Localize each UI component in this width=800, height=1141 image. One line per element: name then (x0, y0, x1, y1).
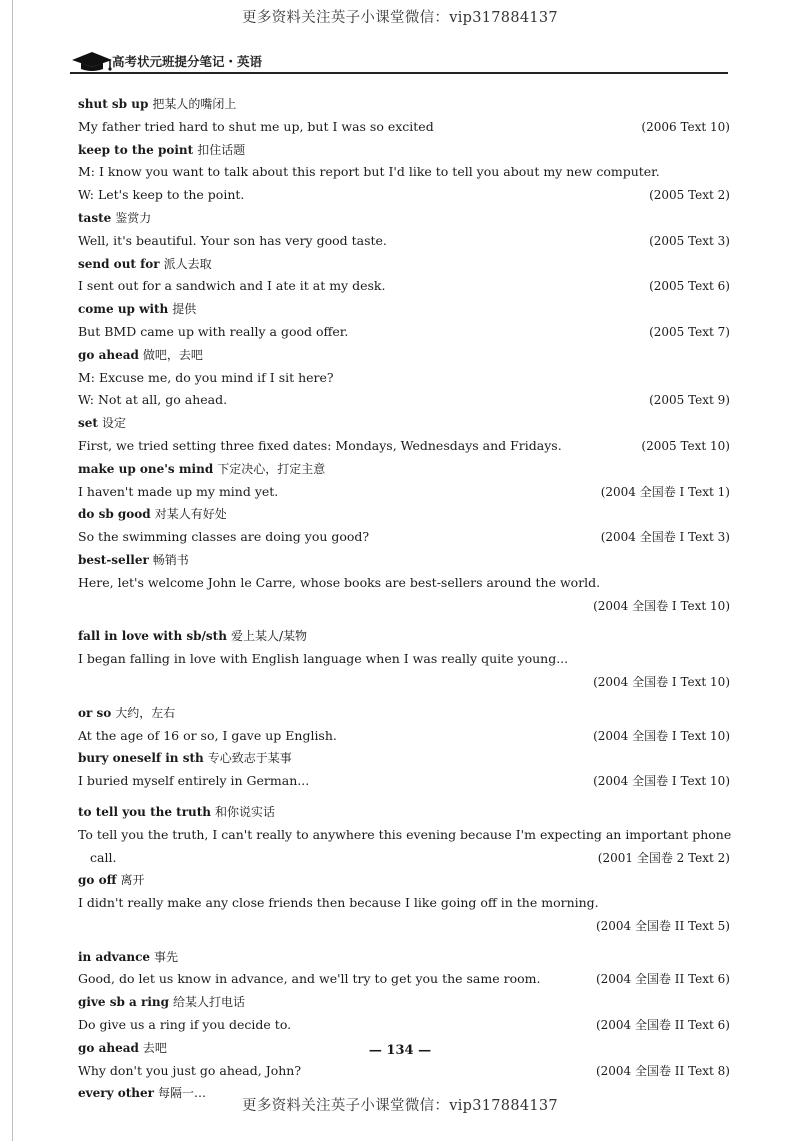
example-row: Do give us a ring if you decide to. (2004 全国卷 II Text 6) (78, 1017, 730, 1033)
example-row: Why don't you just go ahead, John? (2004 全国卷 II Text 8) (78, 1062, 730, 1078)
phrase-entry: go off 离开 (78, 873, 145, 888)
phrase-entry: shut sb up 把某人的嘴闭上 (78, 97, 237, 111)
example-row: But BMD came up with really a good offer. (2005 Text 7) (78, 323, 730, 339)
source-citation: (2004 全国卷 II Text 5) (595, 918, 730, 933)
example-row: I sent out for a sandwich and I ate it at my desk. (2005 Text 6) (78, 278, 730, 294)
header-rule (70, 72, 728, 74)
graduation-cap-icon (70, 48, 114, 72)
example-line: M: I know you want to talk about this report but I'd like to tell you about my new computer. (78, 164, 660, 180)
example-row: So the swimming classes are doing you good? (2004 全国卷 I Text 3) (78, 529, 730, 545)
example-row: My father tried hard to shut me up, but I was so excited (2006 Text 10) (78, 118, 730, 134)
example-row: call. (2001 全国卷 2 Text 2) (90, 849, 730, 865)
header-title: 高考状元班提分笔记・英语 (112, 54, 263, 69)
example-line: M: Excuse me, do you mind if I sit here? (78, 369, 334, 385)
phrase-entry: come up with 提供 (78, 302, 197, 317)
example-row: W: Let's keep to the point. (2005 Text 2) (78, 187, 730, 203)
example-line: I didn't really make any close friends then because I like going off in the morning. (78, 895, 599, 911)
phrase-entry: best-seller 畅销书 (78, 552, 189, 567)
phrase-entry: go ahead 做吧，去吧 (78, 347, 203, 362)
phrase-entry: make up one's mind 下定决心，打定主意 (78, 461, 326, 476)
bottom-watermark-note: 更多资料关注英子小课堂微信：vip317884137 (242, 1098, 558, 1114)
phrase-entry: do sb good 对某人有好处 (78, 507, 227, 522)
phrase-entry: give sb a ring 给某人打电话 (78, 995, 246, 1010)
example-row: Well, it's beautiful. Your son has very good taste. (2005 Text 3) (78, 232, 730, 248)
example-row: First, we tried setting three fixed dates: Mondays, Wednesdays and Fridays. (2005 Text 10) (78, 437, 730, 453)
phrase-entry: go ahead 去吧 (78, 1040, 167, 1055)
phrase-list (78, 93, 730, 1105)
scan-edge-line (12, 0, 13, 1141)
phrase-entry: fall in love with sb/sth 爱上某人/某物 (78, 629, 307, 644)
example-row: At the age of 16 or so, I gave up English. (2004 全国卷 I Text 10) (78, 727, 730, 743)
top-watermark-note: 更多资料关注英子小课堂微信：vip317884137 (242, 10, 558, 26)
phrase-entry: send out for 派人去取 (78, 256, 212, 271)
phrase-entry: to tell you the truth 和你说实话 (78, 804, 276, 819)
phrase-entry: every other 每隔一… (78, 1086, 206, 1101)
phrase-entry: in advance 事先 (78, 949, 179, 964)
example-line: I began falling in love with English language when I was really quite young... (78, 651, 569, 667)
example-line: Here, let's welcome John le Carre, whose books are best-sellers around the world. (78, 574, 601, 590)
phrase-entry: set 设定 (78, 416, 126, 431)
page-header (70, 48, 262, 72)
phrase-entry: taste 鉴赏力 (78, 210, 152, 225)
phrase-entry: keep to the point 扣住话题 (78, 142, 246, 157)
page-number: — 134 — (368, 1043, 432, 1058)
example-row: Good, do let us know in advance, and we'll try to get you the same room. (2004 全国卷 II Text 6) (78, 971, 730, 987)
example-row: I haven't made up my mind yet. (2004 全国卷 I Text 1) (78, 483, 730, 499)
phrase-entry: or so 大约，左右 (78, 705, 176, 720)
source-citation: (2004 全国卷 I Text 10) (593, 674, 730, 689)
example-row: I buried myself entirely in German... (2004 全国卷 I Text 10) (78, 773, 730, 789)
example-line: To tell you the truth, I can't really to anywhere this evening because I'm expecting an important phone (78, 826, 732, 842)
example-row: W: Not at all, go ahead. (2005 Text 9) (78, 392, 730, 408)
phrase-entry: bury oneself in sth 专心致志于某事 (78, 751, 292, 766)
source-citation: (2004 全国卷 I Text 10) (593, 598, 730, 613)
